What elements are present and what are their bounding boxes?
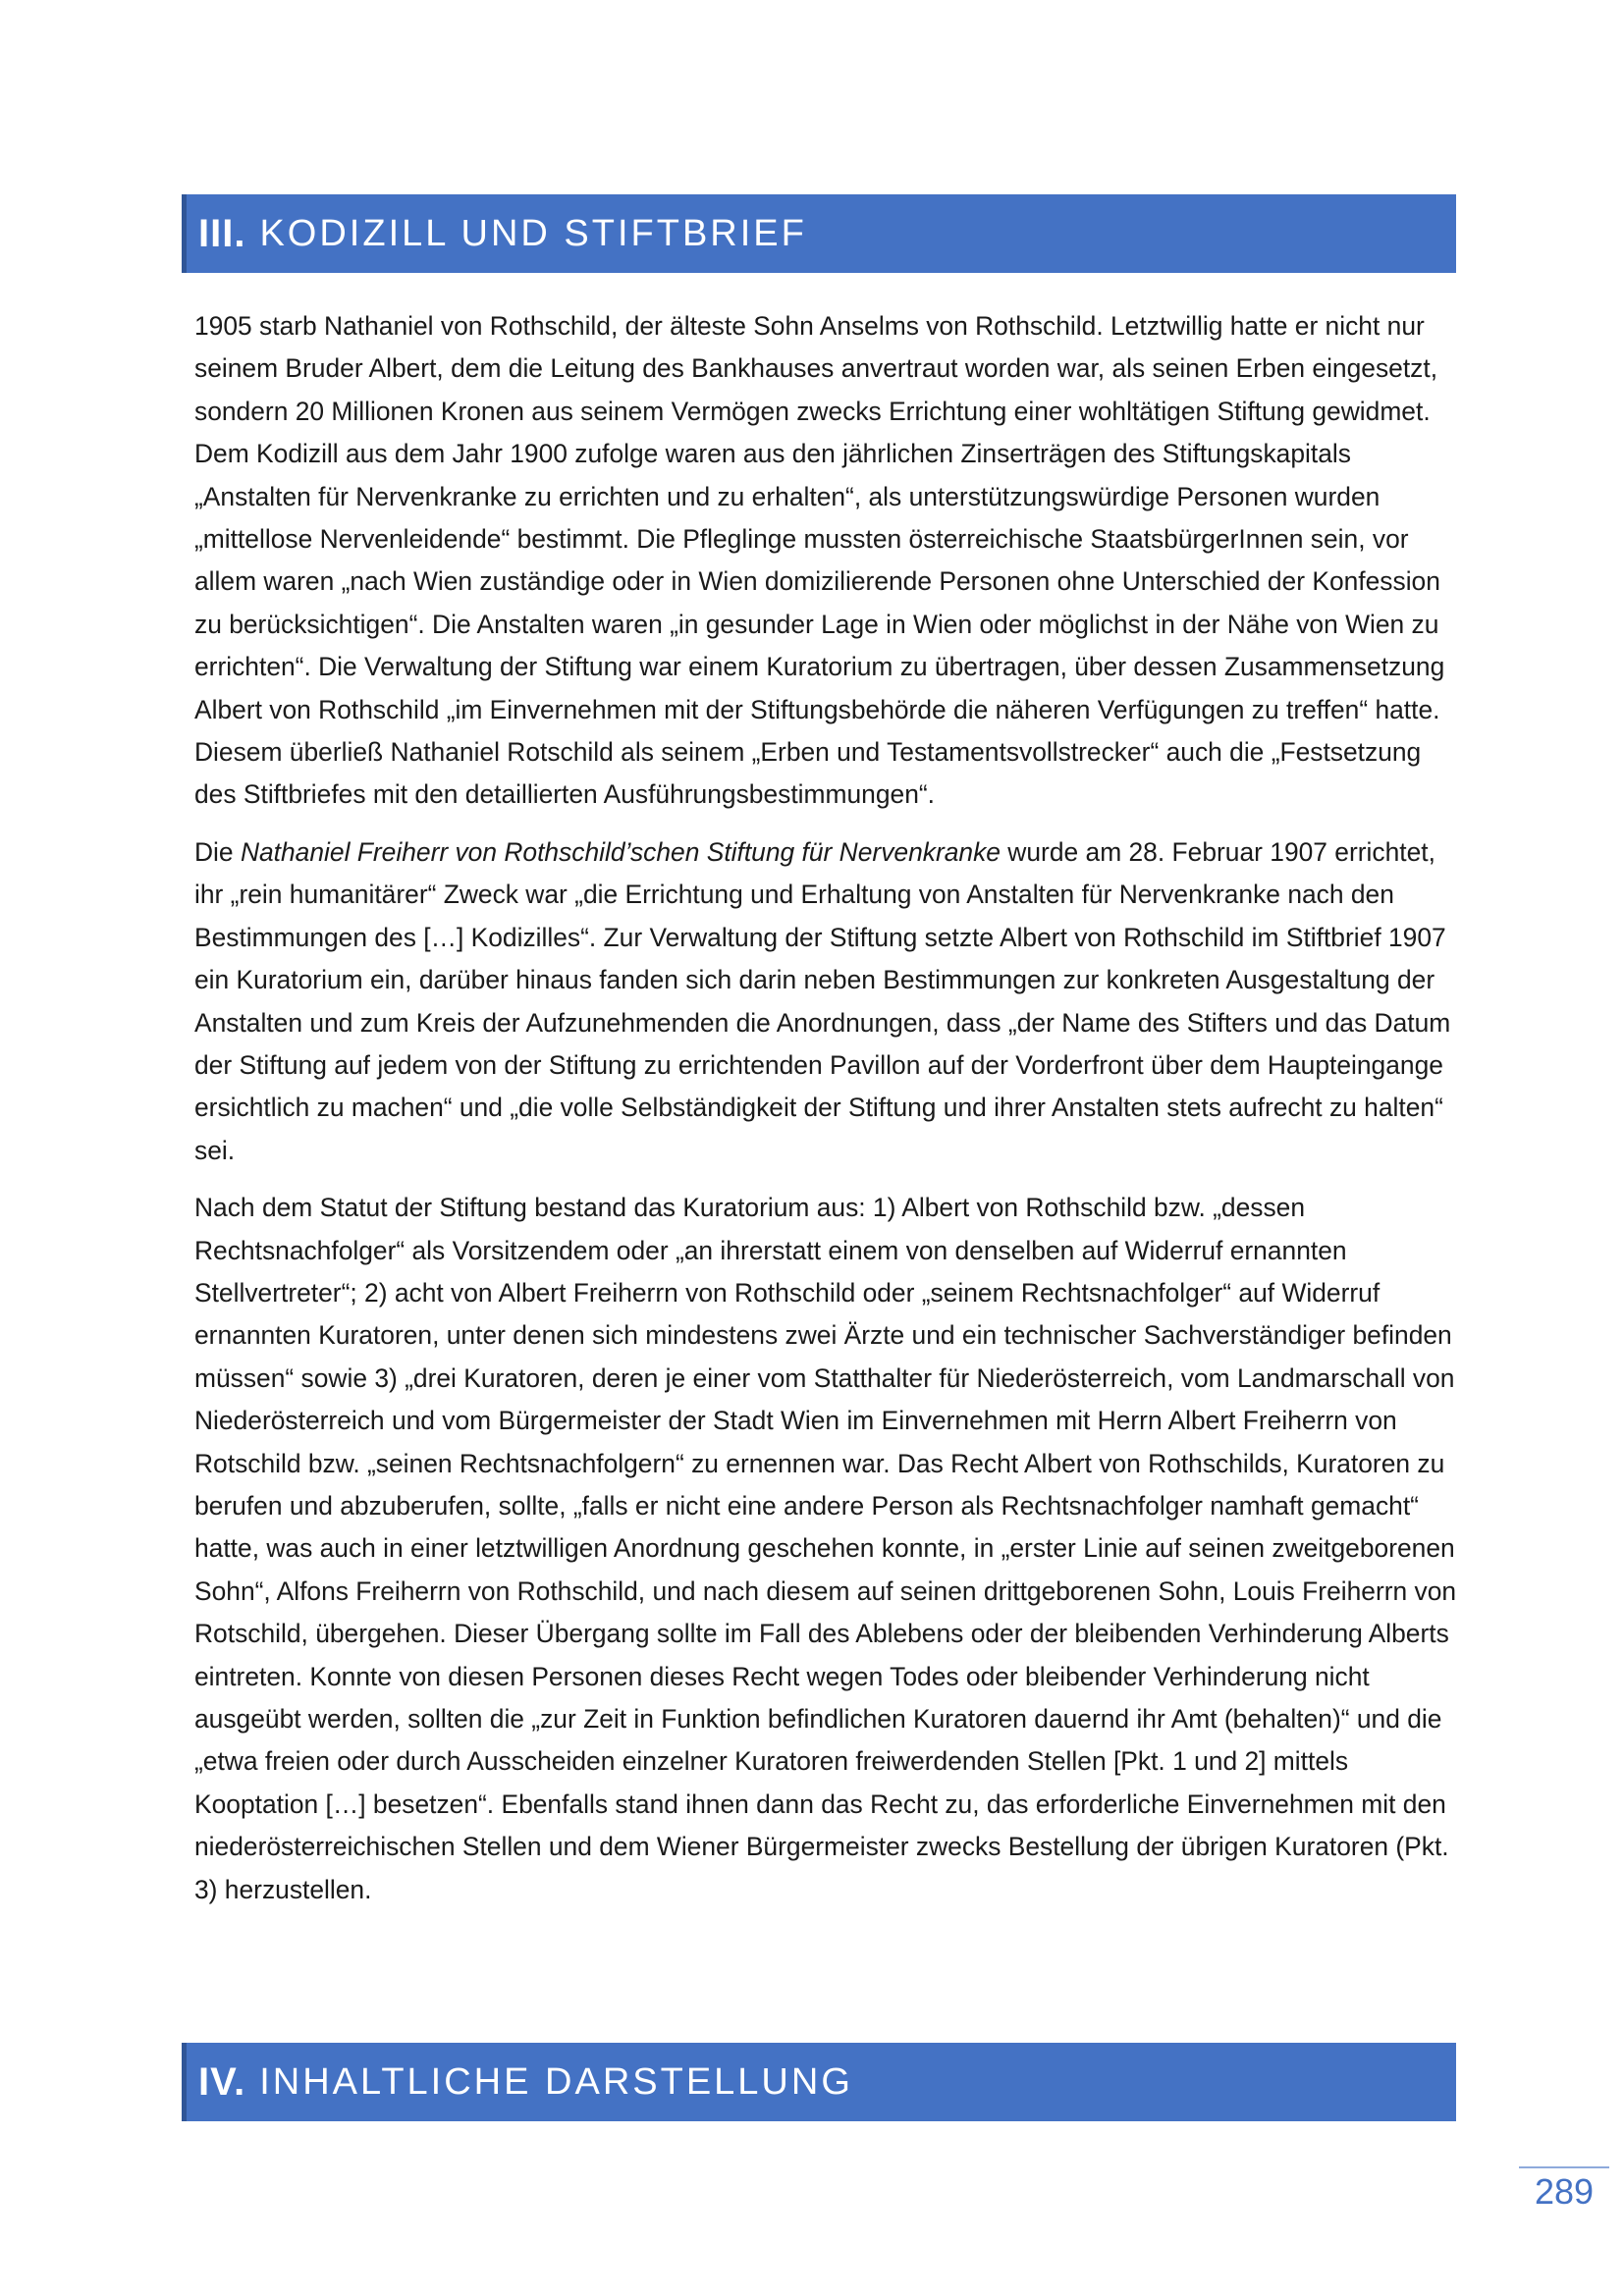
text-segment: Nach dem Statut der Stiftung bestand das Kuratorium aus: 1) Albert von Rothschild bzw. „dessen Rechtsnachfolger“ als Vorsitzendem oder „an ihrerstatt einem von denselben auf Widerruf ernannten Stellvertreter“; 2) acht von Albert Freiherrn von Rothschild oder „seinem Rechtsnachfolger“ auf Widerruf ernannten Kuratoren, unter denen sich mindestens zwei Ärzte und ein technischer Sachverständiger befinden müssen“ sowie 3) „drei Kuratoren, deren je einer vom Statthalter für Niederösterreich, vom Landmarschall von Niederösterreich und vom Bürgermeister der Stadt Wien im Einvernehmen mit Herrn Albert Freiherrn von Rotschild bzw. „seinen Rechtsnachfolgern“ zu ernennen war. Das Recht Albert von Rothschilds, Kuratoren zu berufen und abzuberufen, sollte, „falls er nicht eine andere Person als Rechtsnachfolger namhaft gemacht“ hatte, was auch in einer letztwilligen Anordnung geschehen konnte, in „erster Linie auf seinen zweitgeborenen Sohn“, Alfons Freiherrn von Rothschild, und nach diesem auf seinen drittgeborenen Sohn, Louis Freiherrn von Rotschild, übergehen. Dieser Übergang sollte im Fall des Ablebens oder der bleibenden Verhinderung Alberts eintreten. Konnte von diesen Personen dieses Recht wegen Todes oder bleibender Verhinderung nicht ausgeübt werden, sollten die „zur Zeit in Funktion befindlichen Kuratoren dauernd ihr Amt (behalten)“ und die „etwa freien oder durch Ausscheiden einzelner Kuratoren freiwerdenden Stellen [Pkt. 1 und 2] mittels Kooptation […] besetzen“. Ebenfalls stand ihnen dann das Recht zu, das erforderliche Einvernehmen mit den niederösterreichischen Stellen und dem Wiener Bürgermeister zwecks Bestellung der übrigen Kuratoren (Pkt. 3) herzustellen. [194,1193,1457,1904]
text-segment: Die [194,836,241,867]
page-number-rule [1519,2166,1609,2168]
italic-text-segment: Nathaniel Freiherr von Rothschild’schen Stiftung für Nervenkranke [240,836,1001,867]
section-title: KODIZILL UND STIFTBRIEF [259,212,807,254]
section-title: INHALTLICHE DARSTELLUNG [259,2060,853,2103]
section-heading-kodizill [182,194,1456,273]
body-text [194,305,1461,1926]
page-number: 289 [1534,2171,1595,2212]
paragraph [194,1187,1461,1911]
text-segment: wurde am 28. Februar 1907 errichtet, ihr „rein humanitärer“ Zweck war „die Errichtung und Erhaltung von Anstalten für Nervenkranke nach den Bestimmungen des […] Kodizilles“. Zur Verwaltung der Stiftung setzte Albert von Rothschild im Stiftbrief 1907 ein Kuratorium ein, darüber hinaus fanden sich darin neben Bestimmungen zur konkreten Ausgestaltung der Anstalten und zum Kreis der Aufzunehmenden die Anordnungen, dass „der Name des Stifters und das Datum der Stiftung auf jedem von der Stiftung zu errichtenden Pavillon auf der Vorderfront über dem Haupteingange ersichtlich zu machen“ und „die volle Selbständigkeit der Stiftung und ihrer Anstalten stets aufrecht zu halten“ sei. [194,836,1451,1165]
text-segment: 1905 starb Nathaniel von Rothschild, der älteste Sohn Anselms von Rothschild. Letztwillig hatte er nicht nur seinem Bruder Albert, dem die Leitung des Bankhauses anvertraut worden war, als seinen Erben eingesetzt, sondern 20 Millionen Kronen aus seinem Vermögen zwecks Errichtung einer wohltätigen Stiftung gewidmet. Dem Kodizill aus dem Jahr 1900 zufolge waren aus den jährlichen Zinserträgen des Stiftungskapitals „Anstalten für Nervenkranke zu errichten und zu erhalten“, als unterstützungswürdige Personen wurden „mittellose Nervenleidende“ bestimmt. Die Pfleglinge mussten österreichische StaatsbürgerInnen sein, vor allem waren „nach Wien zuständige oder in Wien domizilierende Personen ohne Unterschied der Konfession zu berücksichtigen“. Die Anstalten waren „in gesunder Lage in Wien oder möglichst in der Nähe von Wien zu errichten“. Die Verwaltung der Stiftung war einem Kuratorium zu übertragen, über dessen Zusammensetzung Albert von Rothschild „im Einvernehmen mit der Stiftungsbehörde die näheren Verfügungen zu treffen“ hatte. Diesem überließ Nathaniel Rotschild als seinem „Erben und Testamentsvollstrecker“ auch die „Festsetzung des Stiftbriefes mit den detaillierten Ausführungsbestimmungen“. [194,311,1445,810]
paragraph [194,831,1461,1172]
section-number: IV. [198,2059,246,2104]
section-number: III. [198,211,246,255]
section-heading-inhaltliche-darstellung [182,2043,1456,2121]
paragraph [194,305,1461,817]
